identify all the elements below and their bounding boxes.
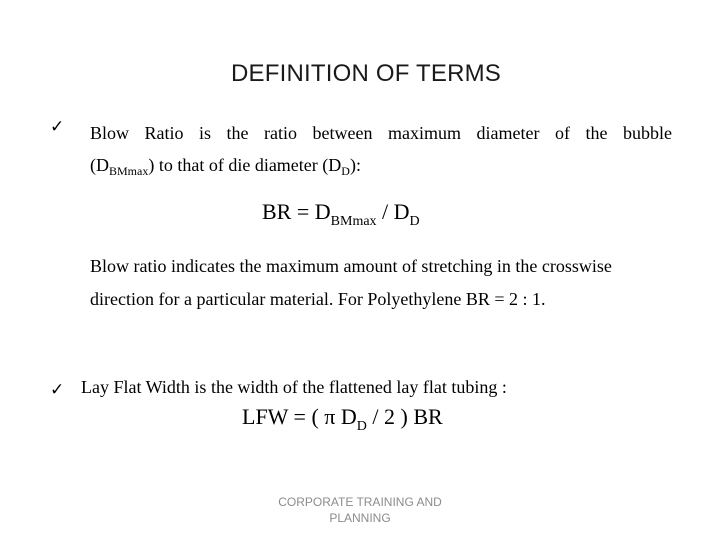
formula-subscript: D bbox=[356, 419, 367, 434]
blow-ratio-formula bbox=[262, 199, 420, 229]
checkmark-icon: ✓ bbox=[50, 117, 65, 137]
blow-ratio-text: (D bbox=[90, 155, 109, 175]
formula-text: / 2 ) BR bbox=[366, 404, 443, 429]
formula-text: BR = D bbox=[262, 199, 331, 224]
formula-subscript: BMmax bbox=[330, 214, 377, 229]
footer bbox=[260, 494, 460, 526]
lay-flat-definition: Lay Flat Width is the width of the flattened lay flat tubing : bbox=[81, 377, 507, 397]
formula-text: LFW = ( π D bbox=[242, 404, 357, 429]
subscript-d: D bbox=[341, 164, 350, 178]
blow-ratio-line2 bbox=[90, 155, 361, 178]
blow-ratio-note: Blow ratio indicates the maximum amount of stretching in the crosswise direction for a particular material. For Polyethylene BR = 2 : 1. bbox=[90, 256, 612, 309]
lay-flat-formula bbox=[242, 404, 443, 434]
blow-ratio-text: ) to that of die diameter (D bbox=[148, 155, 342, 175]
slide-title: DEFINITION OF TERMS bbox=[230, 60, 502, 87]
formula-subscript: D bbox=[409, 214, 420, 229]
footer-line1: CORPORATE TRAINING AND bbox=[278, 495, 442, 509]
subscript-bmmax: BMmax bbox=[109, 164, 149, 178]
formula-text: / D bbox=[376, 199, 410, 224]
footer-line2: PLANNING bbox=[329, 511, 391, 525]
checkmark-icon: ✓ bbox=[50, 380, 65, 400]
blow-ratio-definition bbox=[90, 117, 672, 181]
blow-ratio-line1: Blow Ratio is the ratio between maximum diameter of the bubble bbox=[90, 123, 672, 143]
blow-ratio-text: ): bbox=[349, 155, 361, 175]
